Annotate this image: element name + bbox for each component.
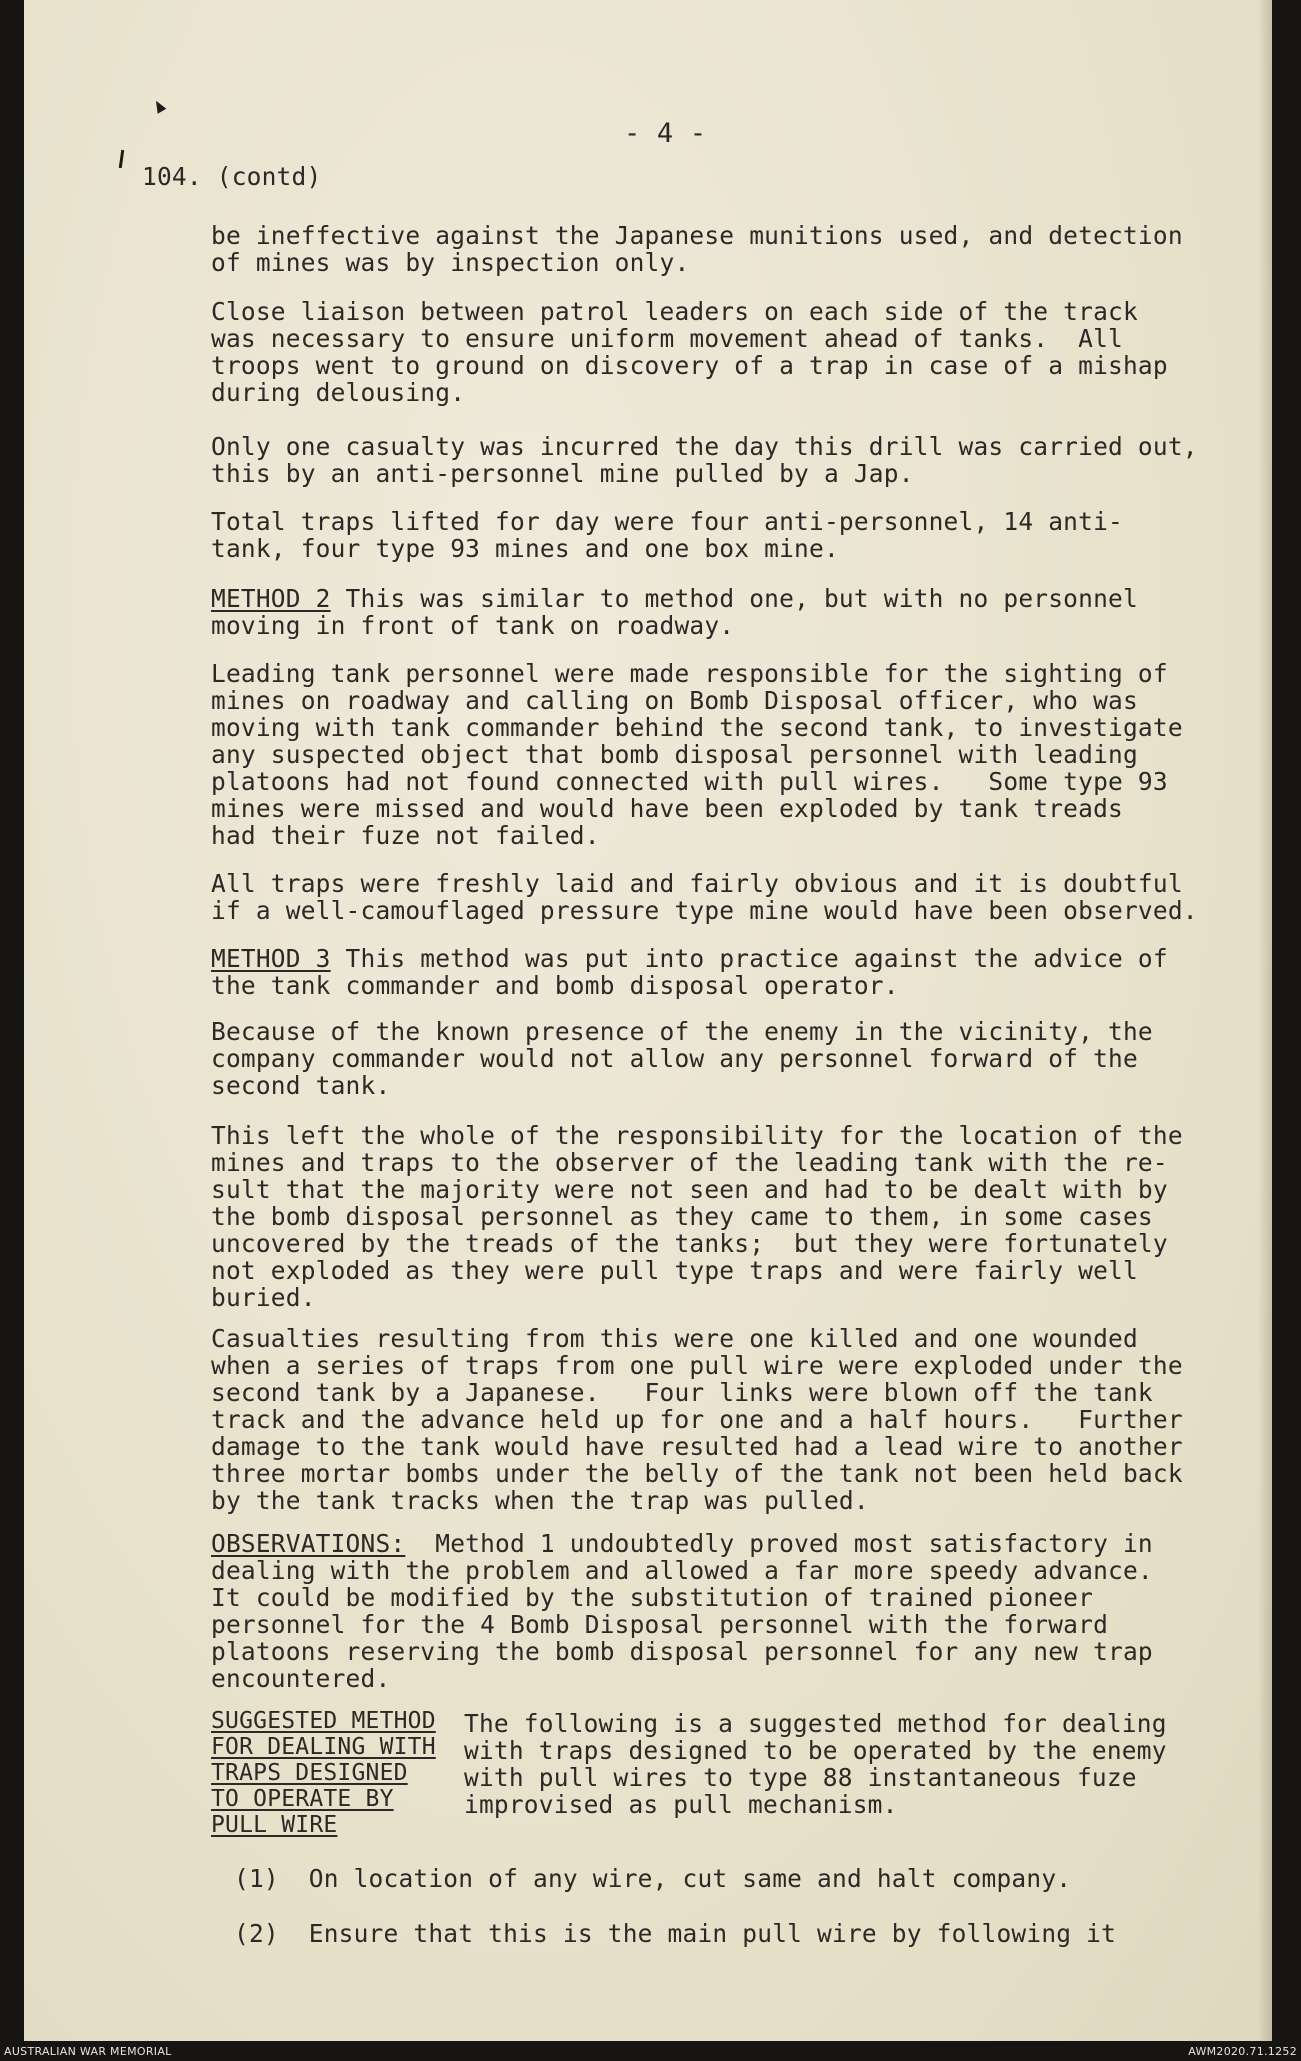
- page-number: - 4 -: [624, 118, 707, 149]
- paragraph-6: All traps were freshly laid and fairly obvious and it is doubtful if a well-camouflaged pressure type mine would have been observed.: [211, 869, 1198, 925]
- page-edge-shadow: [1258, 0, 1272, 2041]
- paragraph-7: Because of the known presence of the enemy in the vicinity, the company commander would not allow any personnel forward of the second tank.: [211, 1017, 1153, 1100]
- suggested-method-heading: SUGGESTED METHOD FOR DEALING WITH TRAPS DESIGNED TO OPERATE BY PULL WIRE: [211, 1708, 436, 1838]
- method-2-paragraph: [211, 585, 1138, 639]
- list-item-2: (2) Ensure that this is the main pull wire by following it: [234, 1919, 1117, 1948]
- method-2-heading: METHOD 2: [211, 584, 331, 613]
- method-3-paragraph: [211, 945, 1168, 999]
- margin-tick-mark: [119, 150, 124, 168]
- footer-archive-name: AUSTRALIAN WAR MEMORIAL: [4, 2045, 172, 2058]
- paragraph-1: be ineffective against the Japanese munitions used, and detection of mines was by inspection only.: [211, 221, 1183, 277]
- observations-text: Method 1 undoubtedly proved most satisfactory in dealing with the problem and allowed a far more speedy advance. It could be modified by the substitution of trained pioneer personnel for the 4 Bomb Disposal personnel with the forward platoons reserving the bomb disposal personnel for any new trap encountered.: [211, 1529, 1153, 1693]
- observations-paragraph: [211, 1530, 1153, 1692]
- paragraph-4: Total traps lifted for day were four anti-personnel, 14 anti- tank, four type 93 mines and one box mine.: [211, 507, 1123, 563]
- method-2-text: This was similar to method one, but with no personnel moving in front of tank on roadway.: [211, 584, 1138, 640]
- document-page: [24, 0, 1272, 2041]
- method-3-text: This method was put into practice against the advice of the tank commander and bomb disposal operator.: [211, 944, 1168, 1000]
- paragraph-8: This left the whole of the responsibility for the location of the mines and traps to the observer of the leading tank with the re- sult that the majority were not seen and had to be dealt with by the bomb disposal personnel as they came to them, in some cases uncovered by the treads of the tanks; but they were fortunately not exploded as they were pull type traps and were fairly well buried.: [211, 1121, 1183, 1312]
- section-reference: 104. (contd): [142, 162, 322, 191]
- observations-heading: OBSERVATIONS:: [211, 1529, 406, 1558]
- method-3-heading: METHOD 3: [211, 944, 331, 973]
- paragraph-2: Close liaison between patrol leaders on each side of the track was necessary to ensure uniform movement ahead of tanks. All troops went to ground on discovery of a trap in case of a mishap during delousing.: [211, 297, 1168, 407]
- paragraph-3: Only one casualty was incurred the day this drill was carried out, this by an anti-personnel mine pulled by a Jap.: [211, 432, 1198, 488]
- margin-tick-mark: [152, 98, 167, 113]
- suggested-method-text: The following is a suggested method for dealing with traps designed to be operated by the enemy with pull wires to type 88 instantaneous fuze improvised as pull mechanism.: [464, 1709, 1167, 1819]
- paragraph-5: Leading tank personnel were made responsible for the sighting of mines on roadway and calling on Bomb Disposal officer, who was moving with tank commander behind the second tank, to investigate any suspected object that bomb disposal personnel with leading platoons had not found connected with pull wires. Some type 93 mines were missed and would have been exploded by tank treads had their fuze not failed.: [211, 659, 1183, 850]
- paragraph-9: Casualties resulting from this were one killed and one wounded when a series of traps from one pull wire were exploded under the second tank by a Japanese. Four links were blown off the tank track and the advance held up for one and a half hours. Further damage to the tank would have resulted had a lead wire to another three mortar bombs under the belly of the tank not been held back by the tank tracks when the trap was pulled.: [211, 1324, 1183, 1515]
- list-item-1: (1) On location of any wire, cut same and halt company.: [234, 1864, 1072, 1893]
- footer-accession-number: AWM2020.71.1252: [1188, 2045, 1297, 2058]
